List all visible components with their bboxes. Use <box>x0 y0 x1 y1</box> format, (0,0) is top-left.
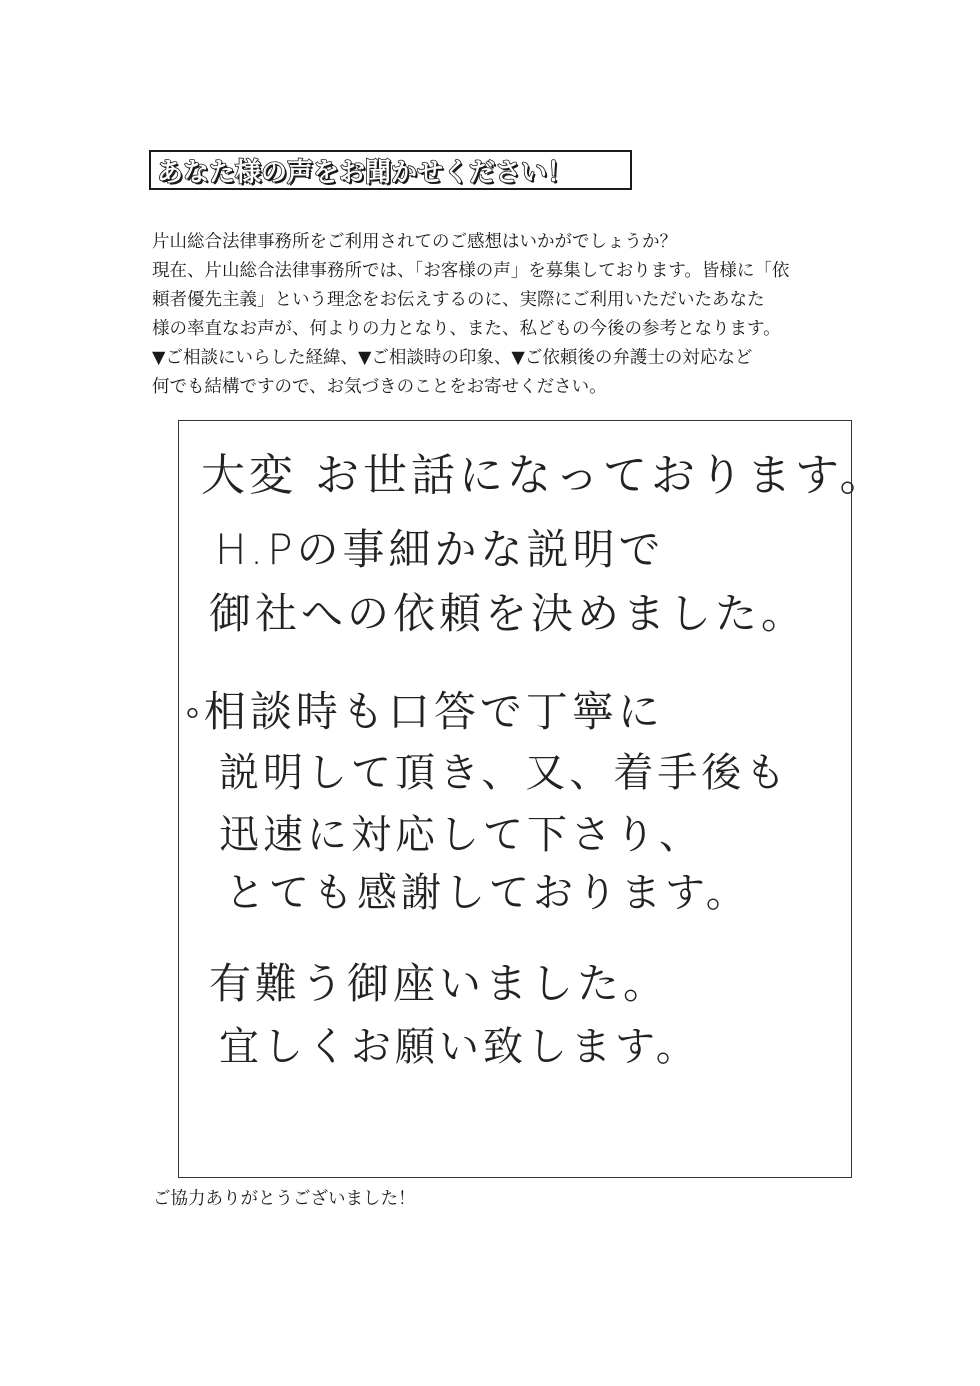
intro-line: 頼者優先主義」という理念をお伝えするのに、実際にご利用いただいたあなた <box>152 290 765 310</box>
handwritten-line: 御社への依頼を決めました。 <box>209 589 808 638</box>
handwritten-line: 有難う御座いました。 <box>209 959 670 1008</box>
intro-line: 現在、片山総合法律事務所では、「お客様の声」を募集しております。皆様に「依 <box>152 261 790 281</box>
handwritten-line: 大変 お世話になっております。 <box>201 450 888 501</box>
page-title: あなた様の声をお聞かせください！ <box>157 157 574 188</box>
handwritten-comment-box <box>178 420 888 1178</box>
title-box <box>149 150 632 190</box>
intro-paragraph <box>152 228 872 402</box>
handwritten-line: 迅速に対応して下さり、 <box>219 812 703 858</box>
intro-line: 様の率直なお声が、何よりの力となり、また、私どもの今後の参考となります。 <box>152 319 781 339</box>
intro-line: ▼ご相談にいらした経緯、▼ご相談時の印象、▼ご依頼後の弁護士の対応など <box>152 348 753 368</box>
intro-line: 何でも結構ですので、お気づきのことをお寄せください。 <box>152 377 607 397</box>
intro-line: 片山総合法律事務所をご利用されてのご感想はいかがでしょうか？ <box>152 232 677 252</box>
thanks-message: ご協力ありがとうございました！ <box>153 1189 416 1209</box>
handwritten-line: とても感謝しております。 <box>225 870 750 916</box>
handwritten-line: 宜しくお願い致します。 <box>219 1024 700 1070</box>
handwritten-line: ◦相談時も口答で丁寧に <box>185 687 664 736</box>
handwritten-line: 説明して頂き、又、着手後も <box>219 750 790 796</box>
handwritten-line: H.Pの事細かな説明で <box>215 525 665 574</box>
